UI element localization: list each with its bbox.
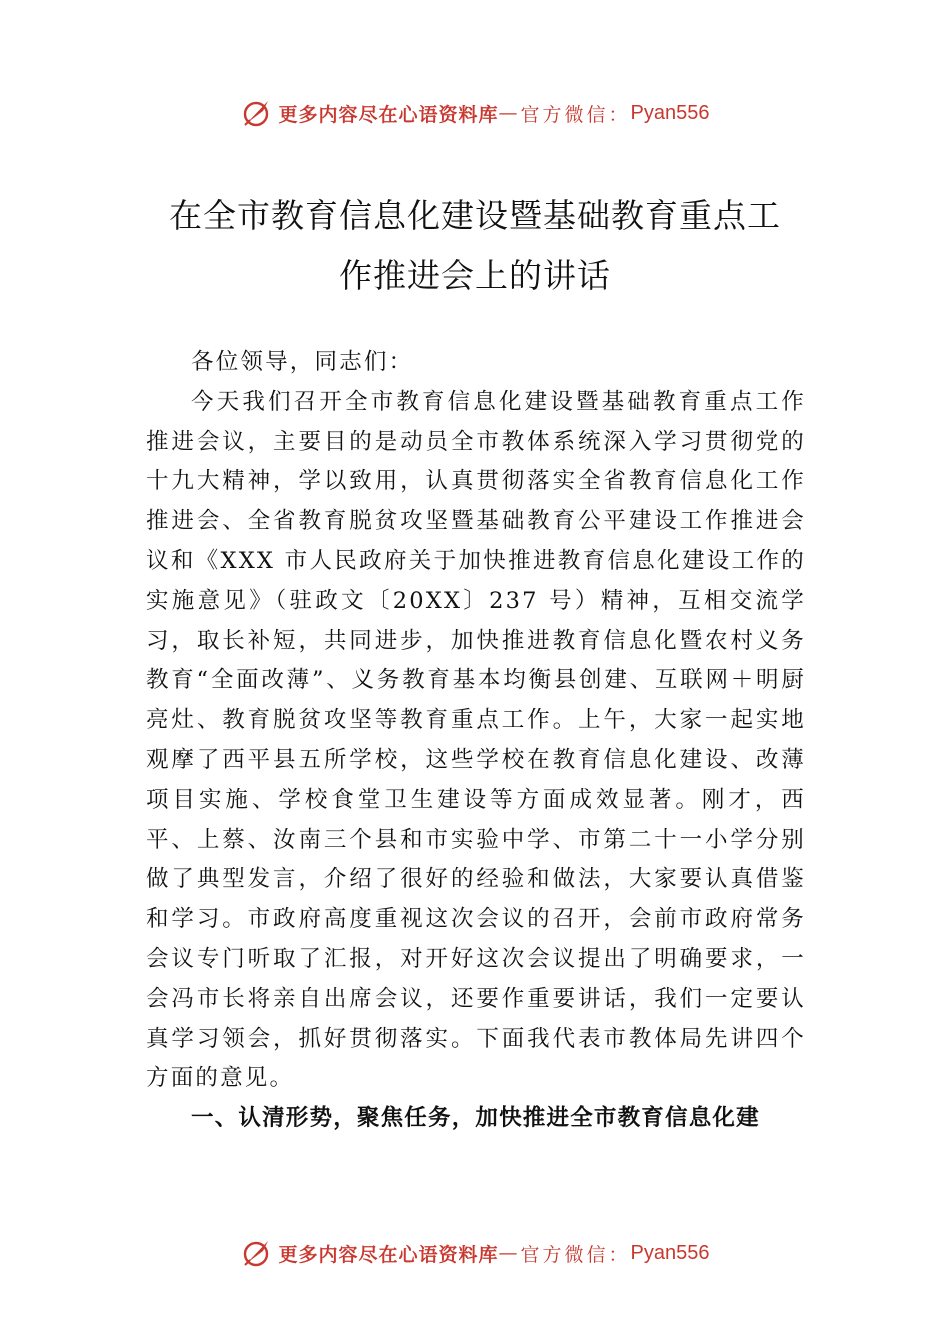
document-title (130, 186, 820, 306)
banner-separator: — (498, 102, 521, 124)
banner-brand: 更多内容尽在心语资料库 (278, 103, 499, 126)
title-line-1: 在全市教育信息化建设暨基础教育重点工 (169, 196, 781, 235)
banner-handle: Pyan556 (630, 1241, 710, 1264)
salutation: 各位领导，同志们： (191, 349, 414, 375)
header-watermark-banner (0, 93, 950, 133)
banner-label: 官方微信： (520, 103, 631, 126)
paragraph-1: 今天我们召开全市教育信息化建设暨基础教育重点工作推进会议，主要目的是动员全市教体系统深入学习贯彻党的十九大精神，学以致用，认真贯彻落实全省教育信息化工作推进会、全省教育脱贫攻坚暨基础教育公平建设工作推进会议和《XXX 市人民政府关于加快推进教育信息化建设工作的实施意见》（驻政文〔20XX〕237 号）精神，互相交流学习，取长补短，共同进步，加快推进教育信息化暨农村义务教育“全面改薄”、义务教育基本均衡县创建、互联网＋明厨亮灶、教育脱贫攻坚等教育重点工作。上午，大家一起实地观摩了西平县五所学校，这些学校在教育信息化建设、改薄项目实施、学校食堂卫生建设等方面成效显著。刚才，西平、上蔡、汝南三个县和市实验中学、市第二十一小学分别做了典型发言，介绍了很好的经验和做法，大家要认真借鉴和学习。市政府高度重视这次会议的召开，会前市政府常务会议专门听取了汇报，对开好这次会议提出了明确要求，一会冯市长将亲自出席会议，还要作重要讲话，我们一定要认真学习领会，抓好贯彻落实。下面我代表市教体局先讲四个方面的意见。 (146, 388, 806, 1092)
section-heading-1: 一、认清形势，聚焦任务，加快推进全市教育信息化建 (191, 1105, 760, 1132)
banner-brand: 更多内容尽在心语资料库 (278, 1243, 499, 1266)
banner-separator: — (498, 1242, 521, 1264)
quill-logo-icon (241, 1237, 273, 1269)
banner-handle: Pyan556 (630, 101, 710, 124)
title-line-2: 作推进会上的讲话 (339, 256, 611, 295)
document-body (146, 343, 806, 1139)
footer-watermark-banner (0, 1233, 950, 1273)
quill-logo-icon (241, 97, 273, 129)
banner-label: 官方微信： (520, 1243, 631, 1266)
